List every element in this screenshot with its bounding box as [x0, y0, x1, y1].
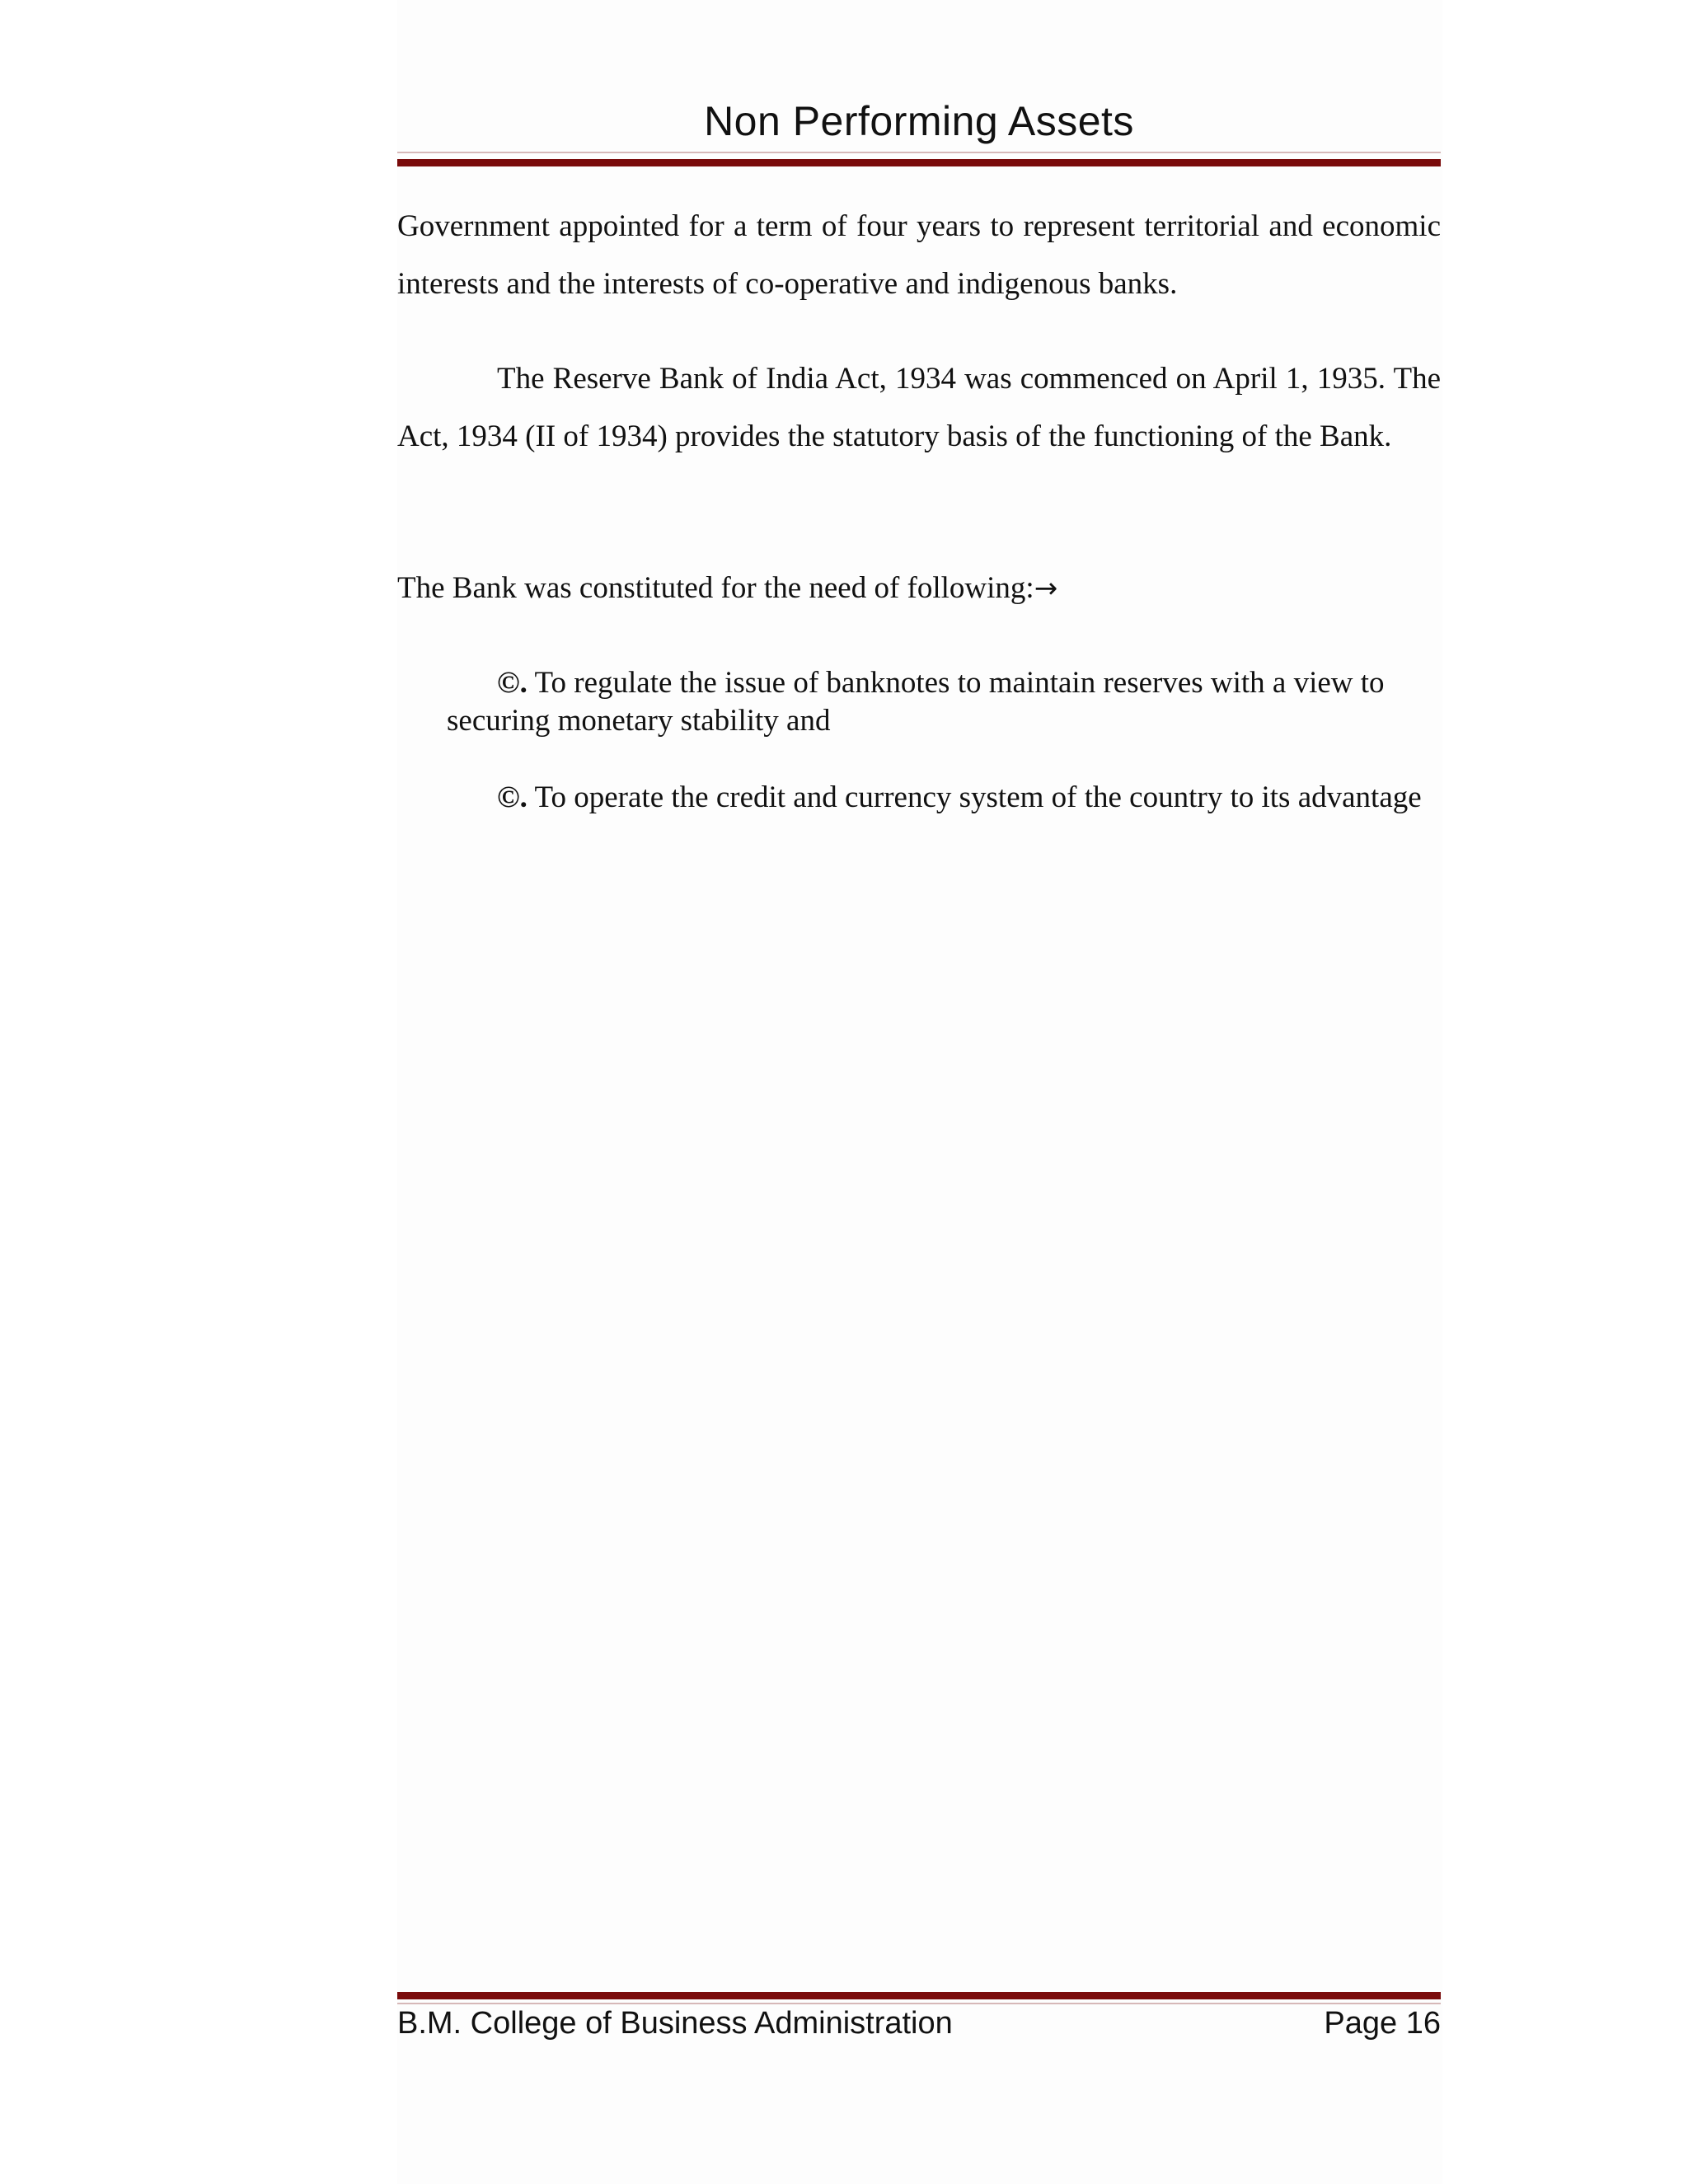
list-item-text: To operate the credit and currency system of the country to its advantage — [527, 780, 1422, 814]
copyright-bullet-icon: ©. — [497, 780, 528, 814]
list-item — [447, 664, 1436, 740]
header-thin-rule — [397, 152, 1441, 153]
footer-thin-rule — [397, 2003, 1441, 2004]
header-thick-rule — [397, 159, 1441, 166]
footer-thick-rule — [397, 1992, 1441, 1999]
page-background — [397, 0, 1442, 2184]
footer-institution: B.M. College of Business Administration — [397, 2006, 953, 2041]
paragraph-bank-constituted — [397, 560, 1441, 617]
copyright-bullet-icon: ©. — [497, 666, 528, 700]
paragraph-government-appointed: Government appointed for a term of four years to represent territorial and economic interests and the interests of co-operative and indigenous banks. — [397, 209, 1441, 301]
list-item-text: To regulate the issue of banknotes to maintain reserves with a view to securing monetary stability and — [447, 666, 1385, 738]
page-header-title: Non Performing Assets — [704, 98, 1134, 144]
paragraph-rbi-act: The Reserve Bank of India Act, 1934 was commenced on April 1, 1935. The Act, 1934 (II of 1934) provides the statutory basis of the functioning of the Bank. — [397, 362, 1441, 453]
list-item — [447, 779, 1436, 817]
right-arrow-icon: → — [1034, 572, 1058, 605]
paragraph-bank-constituted-text: The Bank was constituted for the need of following: — [397, 571, 1034, 605]
footer-page-number: Page 16 — [1324, 2006, 1441, 2041]
